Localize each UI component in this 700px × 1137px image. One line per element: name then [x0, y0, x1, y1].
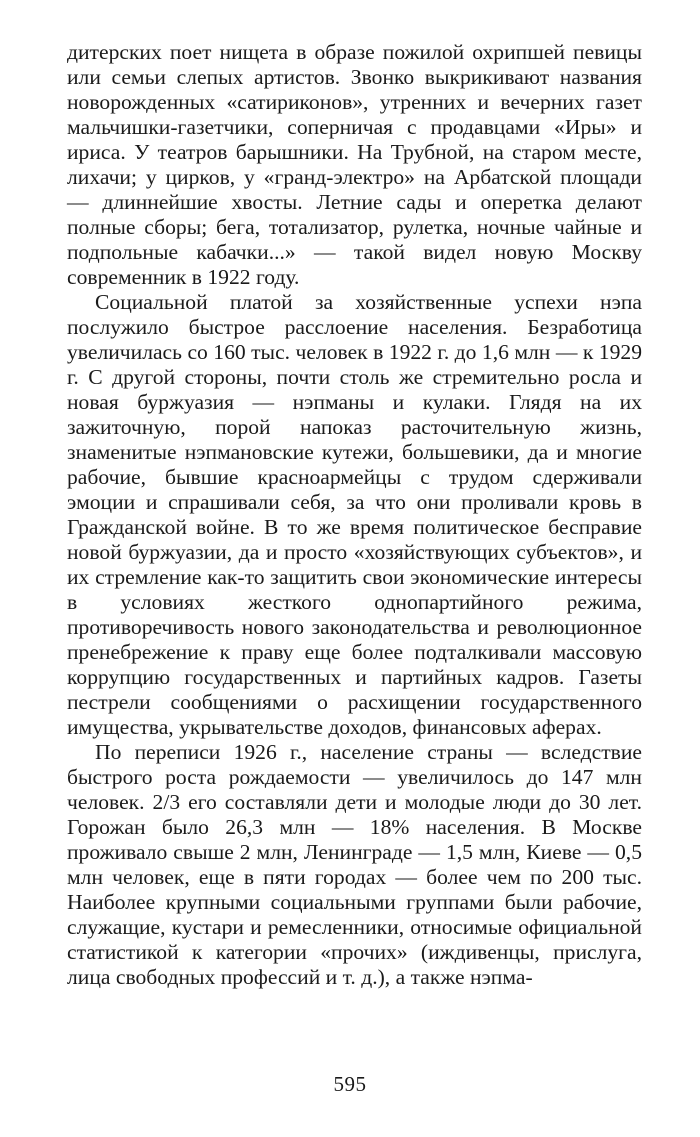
- page-number: 595: [333, 1072, 367, 1096]
- paragraph-continuation: дитерских поет нищета в образе пожилой охрипшей певицы или семьи слепых артистов. Звонко выкрикивают названия новорожденных «сатириконов», утренних и вечерних газет мальчишки-газетчики, соперничая с продавцами «Иры» и ириса. У театров барышники. На Трубной, на старом месте, лихачи; у цирков, у «гранд-электро» на Арбатской площади — длиннейшие хвосты. Летние сады и оперетка делают полные сборы; бега, тотализатор, рулетка, ночные чайные и подпольные кабачки...» — такой видел новую Москву современник в 1922 году.: [67, 40, 642, 289]
- paragraph-census: По переписи 1926 г., население страны — вследствие быстрого роста рождаемости — увеличилось до 147 млн человек. 2/3 его составляли дети и молодые люди до 30 лет. Горожан было 26,3 млн — 18% населения. В Москве проживало свыше 2 млн, Ленинграде — 1,5 млн, Киеве — 0,5 млн человек, еще в пяти городах — более чем по 200 тыс. Наиболее крупными социальными группами были рабочие, служащие, кустари и ремесленники, относимые официальной статистикой к категории «прочих» (иждивенцы, прислуга, лица свободных профессий и т. д.), а также нэпма-: [67, 740, 642, 989]
- body-text: [67, 40, 642, 990]
- paragraph-social-cost: Социальной платой за хозяйственные успехи нэпа послужило быстрое расслоение населения. Безработица увеличилась со 160 тыс. человек в 1922 г. до 1,6 млн — к 1929 г. С другой стороны, почти столь же стремительно росла и новая буржуазия — нэпманы и кулаки. Глядя на их зажиточную, порой напоказ расточительную жизнь, знаменитые нэпмановские кутежи, большевики, да и многие рабочие, бывшие красноармейцы с трудом сдерживали эмоции и спрашивали себя, за что они проливали кровь в Гражданской войне. В то же время политическое бесправие новой буржуазии, да и просто «хозяйствующих субъектов», и их стремление как-то защитить свои экономические интересы в условиях жесткого однопартийного режима, противоречивость нового законодательства и революционное пренебрежение к праву еще более подталкивали массовую коррупцию государственных и партийных кадров. Газеты пестрели сообщениями о расхищении государственного имущества, укрывательстве доходов, финансовых аферах.: [67, 290, 642, 739]
